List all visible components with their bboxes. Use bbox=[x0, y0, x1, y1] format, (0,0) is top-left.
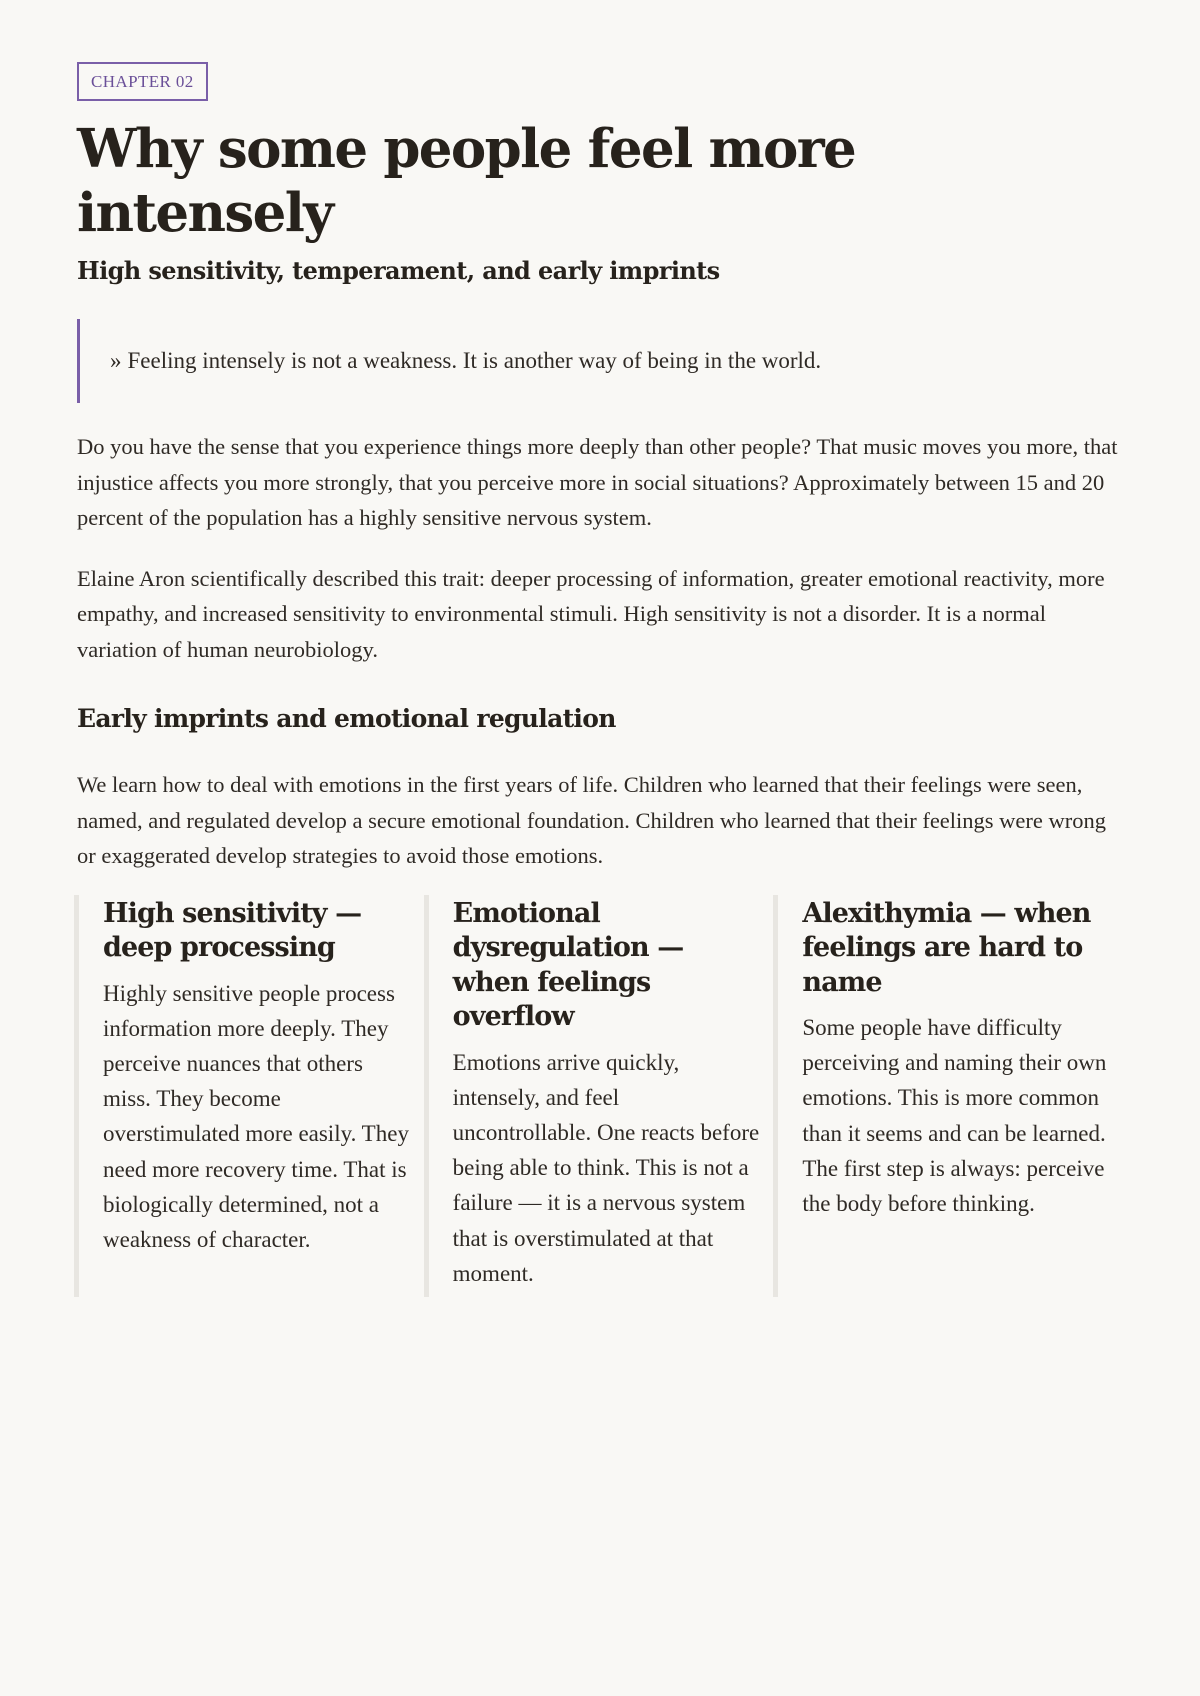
early-imprints-paragraph: We learn how to deal with emotions in the first years of life. Children who learned that their feelings were seen, named, and regulated develop a secure emotional foundation. Children who learned that their feelings were wrong or exaggerated develop strategies to avoid those emotions. bbox=[77, 772, 1107, 868]
card-title: High sensitivity — deep processing bbox=[103, 897, 362, 963]
card-emotional-dysregulation bbox=[424, 895, 774, 1297]
card-title: Alexithymia — when feelings are hard to name bbox=[802, 897, 1091, 998]
card-text: Emotions arrive quickly, intensely, and feel uncontrollable. One reacts before being able to think. This is not a failure — it is a nervous system that is overstimulated at that moment. bbox=[452, 1049, 760, 1286]
chapter-label: CHAPTER 02 bbox=[77, 62, 208, 101]
page-title: Why some people feel more intensely bbox=[77, 118, 856, 244]
card-alexithymia bbox=[773, 895, 1123, 1297]
concept-cards bbox=[74, 895, 1123, 1297]
card-title: Emotional dysregulation — when feelings overflow bbox=[452, 897, 684, 1032]
quote-mark: » bbox=[110, 348, 122, 373]
card-high-sensitivity bbox=[74, 895, 424, 1297]
aron-paragraph: Elaine Aron scientifically described this trait: deeper processing of information, greater emotional reactivity, more empathy, and increased sensitivity to environmental stimuli. High sensitivity is not a disorder. It is a normal variation of human neurobiology. bbox=[77, 565, 1105, 662]
page-subtitle: High sensitivity, temperament, and early imprints bbox=[77, 256, 720, 285]
intro-paragraph: Do you have the sense that you experience things more deeply than other people? That music moves you more, that injustice affects you more strongly, that you perceive more in social situations? Approximately between 15 and 20 percent of the population has a highly sensitive nervous system. bbox=[77, 434, 1118, 530]
section-heading: Early imprints and emotional regulation bbox=[77, 704, 616, 733]
pull-quote bbox=[77, 319, 1123, 403]
card-text: Highly sensitive people process information more deeply. They perceive nuances that others miss. They become overstimulated more easily. They need more recovery time. That is biologically determined, not a weakness of character. bbox=[103, 980, 409, 1252]
card-text: Some people have difficulty perceiving and naming their own emotions. This is more common than it seems and can be learned. The first step is always: perceive the body before thinking. bbox=[802, 1015, 1107, 1217]
quote-text: Feeling intensely is not a weakness. It is another way of being in the world. bbox=[127, 348, 822, 373]
